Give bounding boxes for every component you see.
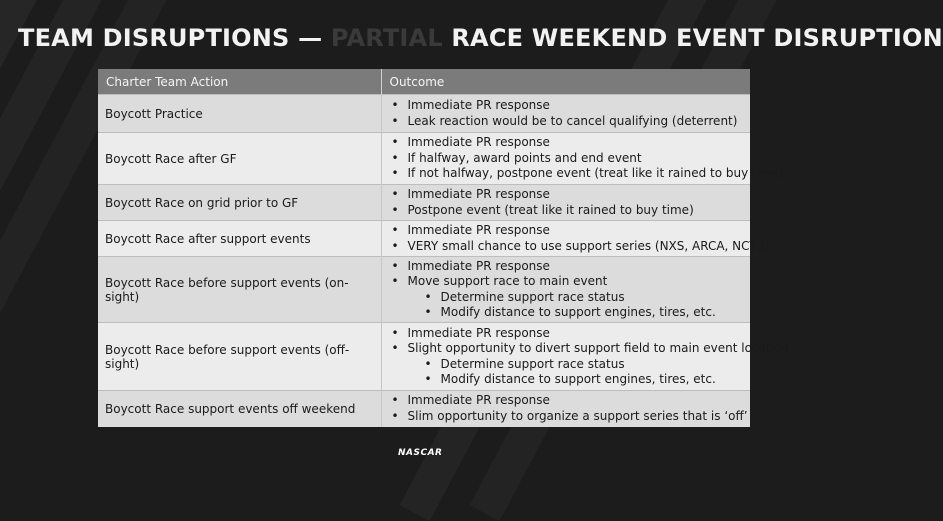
outcome-item: • Move support race to main event	[388, 274, 745, 290]
outcome-subitem: • Modify distance to support engines, tires, etc.	[388, 305, 745, 321]
disruption-table-container	[98, 69, 789, 427]
table-row	[98, 95, 750, 133]
title-part-main: TEAM DISRUPTIONS —	[18, 24, 323, 52]
action-cell: Boycott Race on grid prior to GF	[98, 185, 381, 221]
outcome-item: • Leak reaction would be to cancel qualifying (deterrent)	[388, 114, 745, 130]
outcome-list	[388, 325, 789, 388]
outcome-list	[388, 393, 748, 424]
action-cell: Boycott Race before support events (on-sight)	[98, 257, 381, 323]
outcome-item: • Immediate PR response	[388, 135, 745, 151]
table-body	[98, 95, 789, 427]
outcome-item: • Immediate PR response	[388, 393, 745, 409]
table-row	[98, 185, 750, 221]
table-row	[98, 257, 750, 323]
outcome-cell	[381, 133, 784, 185]
outcome-subitem: • Modify distance to support engines, tires, etc.	[388, 372, 745, 388]
outcome-cell	[381, 391, 750, 427]
outcome-item: • If halfway, award points and end event	[388, 151, 745, 167]
table-row	[98, 133, 750, 185]
outcome-subitem: • Determine support race status	[388, 290, 745, 306]
nascar-logo: NASCAR	[398, 448, 443, 458]
outcome-item: • Immediate PR response	[388, 223, 745, 239]
header-outcome: Outcome	[381, 69, 750, 95]
slide-title	[18, 24, 943, 52]
outcome-cell	[381, 221, 770, 257]
outcome-item: • VERY small chance to use support series (NXS, ARCA, NCTS)	[388, 239, 745, 255]
table-row	[98, 323, 750, 391]
title-part-muted: PARTIAL	[330, 24, 443, 52]
outcome-list	[388, 98, 745, 129]
table-header-row	[98, 69, 750, 95]
outcome-item: • Immediate PR response	[388, 259, 745, 275]
outcome-subitem: • Determine support race status	[388, 357, 745, 373]
header-action: Charter Team Action	[98, 69, 381, 95]
action-cell: Boycott Practice	[98, 95, 381, 133]
outcome-cell	[381, 185, 750, 221]
outcome-item: • Immediate PR response	[388, 326, 745, 342]
outcome-item: • If not halfway, postpone event (treat like it rained to buy time)	[388, 166, 745, 182]
table-row	[98, 221, 750, 257]
disruption-table	[98, 69, 789, 427]
outcome-item: • Immediate PR response	[388, 187, 745, 203]
action-cell: Boycott Race after GF	[98, 133, 381, 185]
outcome-list	[388, 223, 770, 254]
action-cell: Boycott Race before support events (off-sight)	[98, 323, 381, 391]
title-part-subject: RACE WEEKEND EVENT DISRUPTION	[451, 24, 943, 52]
outcome-cell	[381, 323, 789, 391]
outcome-item: • Postpone event (treat like it rained to buy time)	[388, 203, 745, 219]
outcome-item: • Immediate PR response	[388, 98, 745, 114]
outcome-list	[388, 135, 784, 182]
outcome-item: • Slim opportunity to organize a support series that is ‘off’	[388, 409, 745, 425]
outcome-list	[388, 187, 745, 218]
outcome-cell	[381, 257, 750, 323]
outcome-item: • Slight opportunity to divert support field to main event location	[388, 341, 745, 357]
outcome-list	[388, 259, 745, 321]
table-row	[98, 391, 750, 427]
action-cell: Boycott Race after support events	[98, 221, 381, 257]
action-cell: Boycott Race support events off weekend	[98, 391, 381, 427]
outcome-cell	[381, 95, 750, 133]
